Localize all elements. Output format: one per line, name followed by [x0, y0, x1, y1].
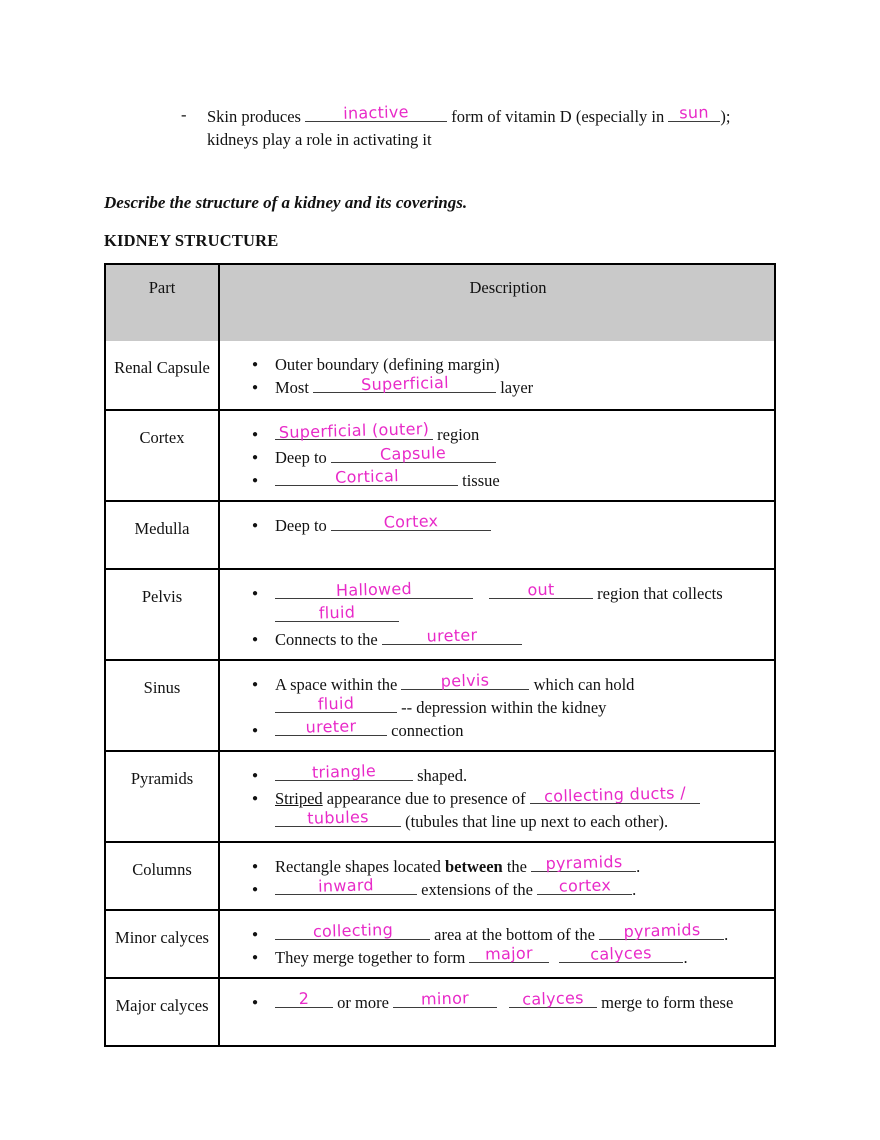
part-cell: Medulla — [106, 502, 220, 568]
text-run: . — [636, 857, 641, 876]
text-run: which can hold — [529, 675, 635, 694]
text-run: ); — [720, 107, 731, 126]
text-run: . — [683, 948, 688, 967]
bullet-list — [250, 761, 766, 833]
bullet-list — [250, 670, 766, 742]
text-run: appearance due to presence of — [322, 789, 530, 808]
part-header-cell: Part — [106, 265, 220, 341]
fill-in-blank[interactable] — [401, 670, 529, 691]
text-run: (tubules that line up next to each other). — [401, 812, 669, 831]
handwritten-answer: pyramids — [544, 851, 623, 874]
bullet-item — [250, 372, 766, 399]
fill-in-blank[interactable] — [331, 511, 491, 532]
fill-in-blank[interactable] — [275, 716, 387, 737]
fill-in-blank[interactable] — [305, 102, 447, 123]
fill-in-blank[interactable] — [559, 943, 683, 964]
handwritten-answer: triangle — [311, 761, 377, 782]
description-header-cell: Description — [469, 278, 547, 297]
part-cell: Renal Capsule — [106, 341, 220, 409]
table-row — [106, 841, 774, 909]
fill-in-blank[interactable] — [382, 625, 522, 646]
part-cell: Cortex — [106, 411, 220, 500]
bullet-item — [250, 625, 766, 651]
description-cell — [220, 752, 774, 841]
text-run: Connects to the — [275, 630, 382, 649]
bullet-icon: ● — [252, 884, 259, 895]
text-run: area at the bottom of the — [430, 925, 600, 944]
fill-in-blank[interactable] — [469, 943, 549, 964]
fill-in-blank[interactable] — [275, 419, 433, 442]
fill-in-blank[interactable] — [489, 579, 593, 600]
bullet-list — [250, 851, 766, 901]
bullet-item — [250, 988, 766, 1014]
table-row — [106, 341, 774, 409]
bullet-icon: ● — [252, 359, 259, 370]
bullet-icon: ● — [252, 452, 259, 463]
text-run: . — [632, 880, 637, 899]
bullet-item — [250, 783, 766, 833]
bullet-item — [250, 716, 766, 742]
table-row — [106, 409, 774, 500]
handwritten-answer: tubules — [307, 807, 369, 828]
text-run: layer — [496, 378, 534, 397]
bullet-list — [250, 919, 766, 969]
text-run: region — [433, 425, 480, 444]
handwritten-answer: Superficial — [360, 372, 449, 395]
text-run: region that collects — [593, 584, 723, 603]
handwritten-answer: cortex — [558, 875, 611, 896]
text-run: Rectangle shapes located — [275, 857, 445, 876]
bullet-icon: ● — [252, 793, 259, 804]
bullet-icon: ● — [252, 679, 259, 690]
text-run: the — [502, 857, 532, 876]
bullet-list — [250, 511, 766, 537]
bullet-icon: ● — [252, 634, 259, 645]
bullet-list — [250, 419, 766, 492]
text-run: . — [724, 925, 729, 944]
text-run: Skin produces — [207, 107, 306, 126]
fill-in-blank[interactable] — [668, 102, 720, 123]
handwritten-answer: ureter — [305, 716, 357, 737]
text-run: form of vitamin D (especially in — [447, 107, 669, 126]
handwritten-answer: Superficial (outer) — [278, 419, 430, 442]
description-cell — [220, 843, 774, 909]
table-row — [106, 659, 774, 750]
text-run: Deep to — [275, 516, 331, 535]
prompt-heading: Describe the structure of a kidney and its coverings. — [104, 193, 468, 212]
description-cell — [220, 661, 774, 750]
bullet-item — [250, 943, 766, 969]
bullet-icon: ● — [252, 929, 259, 940]
bullet-icon: ● — [252, 997, 259, 1008]
text-run: or more — [333, 993, 394, 1012]
description-cell — [220, 411, 774, 500]
note-lines — [207, 102, 731, 151]
part-cell: Sinus — [106, 661, 220, 750]
fill-in-blank[interactable] — [275, 579, 473, 600]
handwritten-answer: inactive — [343, 102, 410, 123]
table-header-row — [106, 265, 774, 341]
section-title: KIDNEY STRUCTURE — [104, 231, 279, 250]
kidney-structure-table — [104, 263, 776, 1047]
bullet-icon: ● — [252, 429, 259, 440]
text-run: shaped. — [413, 766, 468, 785]
part-cell: Pelvis — [106, 570, 220, 659]
fill-in-blank[interactable] — [275, 919, 430, 942]
bullet-icon: ● — [252, 725, 259, 736]
table-row — [106, 500, 774, 568]
handwritten-answer: Cortex — [383, 511, 439, 532]
table-row — [106, 568, 774, 659]
text-run: between — [444, 857, 503, 876]
fill-in-blank[interactable] — [275, 693, 397, 714]
handwritten-answer: calyces — [590, 943, 653, 964]
table-row — [106, 977, 774, 1045]
bullet-icon: ● — [252, 861, 259, 872]
part-cell: Pyramids — [106, 752, 220, 841]
fill-in-blank[interactable] — [530, 783, 700, 806]
dash-bullet: - — [181, 105, 187, 124]
text-run: Striped — [275, 789, 323, 808]
handwritten-answer: Hallowed — [335, 579, 413, 600]
text-run: They merge together to form — [275, 948, 470, 967]
fill-in-blank[interactable] — [331, 443, 496, 464]
fill-in-blank[interactable] — [275, 988, 333, 1009]
handwritten-answer: 2 — [298, 988, 310, 1009]
bullet-list — [250, 353, 766, 399]
description-cell — [220, 502, 774, 568]
handwritten-answer: major — [485, 943, 534, 964]
bullet-item — [250, 670, 766, 719]
bullet-item — [250, 511, 766, 537]
bullet-icon: ● — [252, 475, 259, 486]
handwritten-answer: Capsule — [380, 443, 447, 464]
bullet-icon: ● — [252, 382, 259, 393]
handwritten-answer: inward — [317, 875, 375, 896]
fill-in-blank[interactable] — [275, 875, 417, 896]
handwritten-answer: minor — [420, 988, 470, 1009]
text-run: tissue — [458, 471, 500, 490]
handwritten-answer: Cortical — [334, 466, 399, 487]
handwritten-answer: calyces — [521, 988, 585, 1009]
table-row — [106, 750, 774, 841]
text-run: Deep to — [275, 448, 331, 467]
vitamin-d-note — [181, 102, 880, 151]
description-cell — [220, 341, 774, 409]
part-cell: Minor calyces — [106, 911, 220, 977]
bullet-item — [250, 353, 766, 376]
bullet-icon: ● — [252, 588, 259, 599]
bullet-icon: ● — [252, 770, 259, 781]
description-cell — [220, 570, 774, 659]
handwritten-answer: ureter — [426, 625, 478, 646]
text-run: Most — [275, 378, 314, 397]
text-run: A space within the — [275, 675, 402, 694]
fill-in-blank[interactable] — [275, 466, 458, 487]
bullet-list — [250, 579, 766, 651]
handwritten-answer: pyramids — [622, 919, 701, 942]
fill-in-blank[interactable] — [537, 875, 632, 896]
handwritten-answer: fluid — [318, 602, 356, 623]
handwritten-answer: collecting — [312, 919, 393, 942]
note-line-2: kidneys play a role in activating it — [207, 130, 432, 149]
part-cell: Major calyces — [106, 979, 220, 1045]
fill-in-blank[interactable] — [275, 807, 401, 828]
table-row — [106, 909, 774, 977]
text-run: merge to form these — [597, 993, 734, 1012]
text-run: connection — [387, 721, 464, 740]
bullet-list — [250, 988, 766, 1014]
text-run: Outer boundary (defining margin) — [275, 355, 500, 374]
fill-in-blank[interactable] — [275, 602, 399, 623]
bullet-item — [250, 419, 766, 446]
note-line-1 — [207, 102, 731, 128]
bullet-item — [250, 443, 766, 469]
description-cell — [220, 911, 774, 977]
fill-in-blank[interactable] — [393, 988, 497, 1009]
handwritten-answer: fluid — [317, 693, 355, 714]
handwritten-answer: out — [527, 579, 555, 600]
fill-in-blank[interactable] — [313, 372, 496, 395]
handwritten-answer: collecting ducts / — [543, 783, 686, 806]
text-run: -- depression within the kidney — [397, 698, 607, 717]
bullet-item — [250, 875, 766, 901]
kidney-structure-table-body — [106, 341, 774, 1045]
bullet-icon: ● — [252, 952, 259, 963]
fill-in-blank[interactable] — [275, 761, 413, 782]
description-cell — [220, 979, 774, 1045]
fill-in-blank[interactable] — [599, 919, 724, 942]
bullet-item — [250, 761, 766, 787]
fill-in-blank[interactable] — [531, 851, 636, 874]
bullet-item — [250, 466, 766, 492]
bullet-item — [250, 579, 766, 628]
fill-in-blank[interactable] — [509, 988, 597, 1009]
text-run: extensions of the — [417, 880, 538, 899]
handwritten-answer: pelvis — [440, 670, 490, 691]
handwritten-answer: sun — [679, 102, 710, 123]
part-cell: Columns — [106, 843, 220, 909]
bullet-icon: ● — [252, 520, 259, 531]
